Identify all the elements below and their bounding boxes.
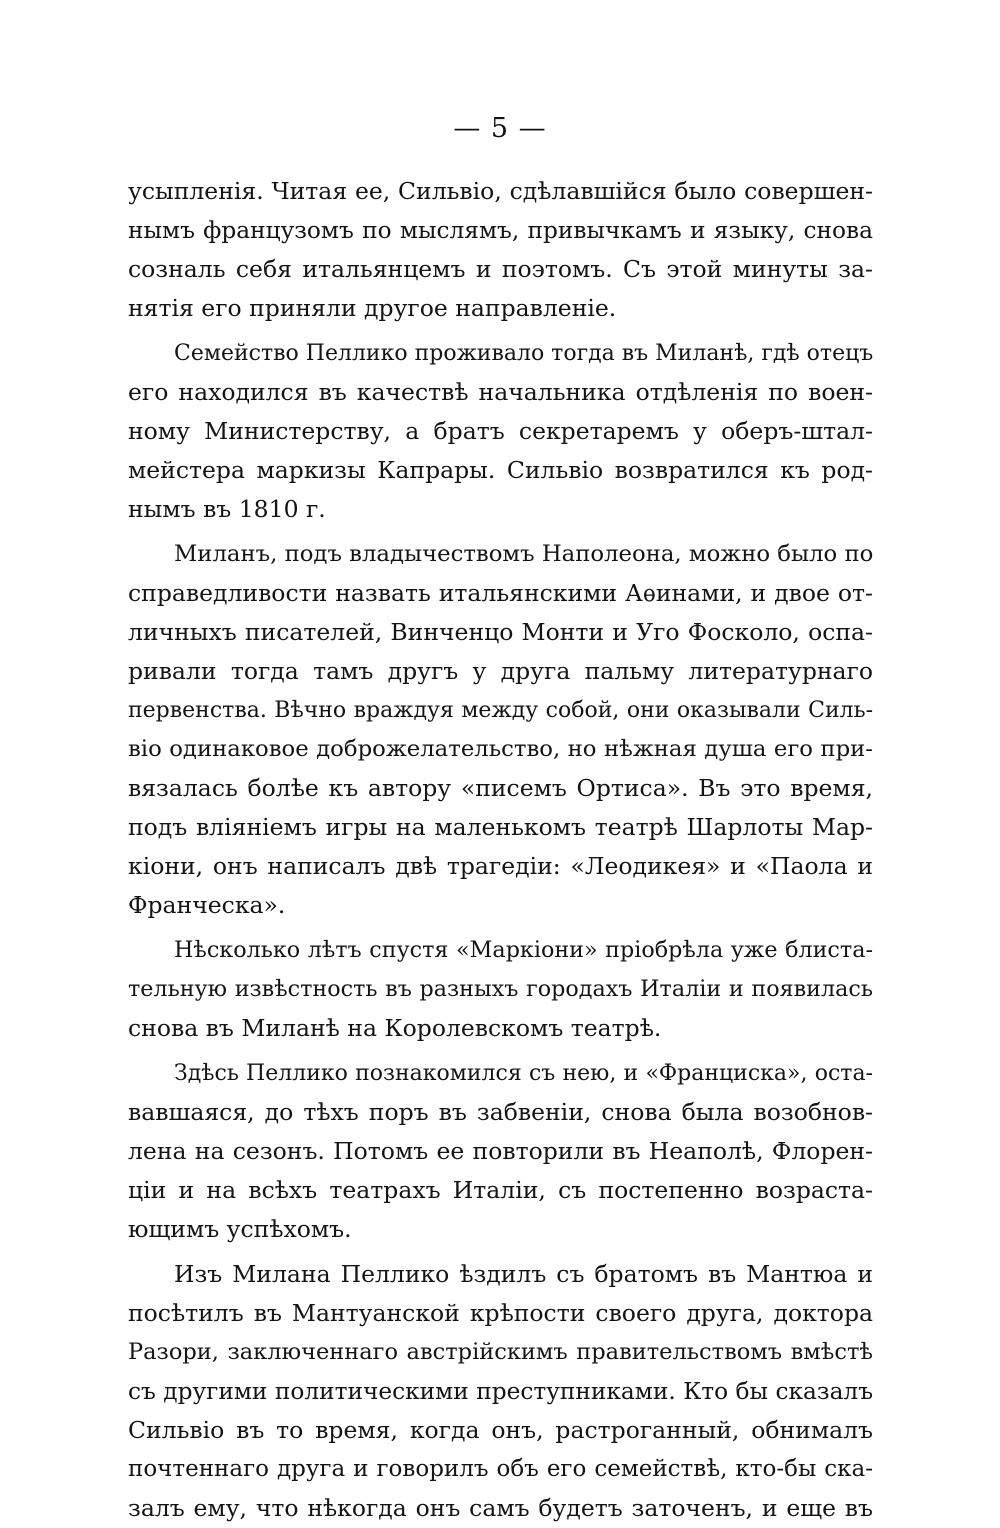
text-line: съ другими политическими преступниками. Кто бы сказалъ [128,1378,873,1405]
body-text [128,172,873,1528]
paragraph-4 [128,931,873,1048]
text-line: посѣтилъ въ Мантуанской крѣпости своего друга, доктора [128,1299,873,1327]
text-line: ному Министерству, а братъ секретаремъ у оберъ-штал- [128,417,873,445]
text-line: ривали тогда тамъ другъ у друга пальму литературнаго [128,657,873,685]
text-line: личныхъ писателей, Винченцо Монти и Уго Фосколо, оспа- [128,618,873,646]
text-line: подъ вліяніемъ игры на маленькомъ театрѣ Шарлоты Мар- [128,813,873,841]
text-line: залъ ему, что нѣкогда онъ самъ будетъ заточенъ, и еще въ [128,1494,873,1522]
paragraph-6 [128,1255,873,1528]
paragraph-5 [128,1054,873,1249]
text-line: снова въ Миланѣ на Королевскомъ театрѣ. [128,1014,662,1042]
text-line: Миланъ, подъ владычествомъ Наполеона, можно было по [174,541,873,567]
text-line: его находился въ качествѣ начальника отдѣленія по воен- [128,378,873,406]
text-line: вавшаяся, до тѣхъ поръ въ забвеніи, снова была возобнов- [128,1098,873,1126]
text-line: Сильвіо въ то время, когда онъ, растроганный, обнималъ [128,1416,873,1444]
text-line: ціи и на всѣхъ театрахъ Италіи, съ постепенно возраста- [128,1176,873,1204]
paragraph-1 [128,172,873,328]
text-line: Изъ Милана Пеллико ѣздилъ съ братомъ въ Мантюа и [174,1260,873,1288]
text-line: Здѣсь Пеллико познакомился съ нею, и «Франциска», оста- [174,1061,873,1086]
text-line: нымъ въ 1810 г. [128,495,326,523]
text-line: нымъ французомъ по мыслямъ, привычкамъ и языку, снова [128,217,873,244]
text-line: мейстера маркизы Капрары. Сильвіо возвратился къ род- [128,456,873,484]
text-line: созналь себя итальянцемъ и поэтомъ. Съ этой минуты за- [128,255,873,283]
paragraph-2 [128,334,873,529]
text-line: вязалась болѣе къ автору «писемъ Ортиса». Въ это время, [128,774,873,802]
text-line: лена на сезонъ. Потомъ ее повторили въ Неаполѣ, Флорен- [128,1137,873,1165]
paragraph-3 [128,535,873,925]
text-line: Семейство Пеллико проживало тогда въ Миланѣ, гдѣ отецъ [174,341,873,366]
text-line: усыпленія. Читая ее, Сильвіо, сдѣлавшійся было совершен- [128,177,873,205]
text-line: віо одинаковое доброжелательство, но нѣжная душа его при- [128,736,873,762]
text-line: ющимъ успѣхомъ. [128,1215,352,1243]
text-line: справедливости назвать итальянскими Аѳинами, и двое от- [128,579,873,607]
text-line: Франческа». [128,891,286,919]
text-line: кіони, онъ написалъ двѣ трагедіи: «Леодикея» и «Паола и [128,852,873,880]
text-line: тельную извѣстность въ разныхъ городахъ Италіи и появилась [128,976,873,1002]
text-line: почтеннаго друга и говорилъ объ его семействѣ, кто-бы ска- [128,1456,873,1482]
text-line: первенства. Вѣчно враждуя между собой, они оказывали Силь- [128,698,873,723]
page-number: — 5 — [453,113,547,144]
text-line: нятія его приняли другое направленіе. [128,294,617,322]
text-line: Разори, заключеннаго австрійскимъ правительствомъ вмѣстѣ [128,1339,873,1365]
text-line: Нѣсколько лѣтъ спустя «Маркіони» пріобрѣла уже блиста- [174,937,873,963]
